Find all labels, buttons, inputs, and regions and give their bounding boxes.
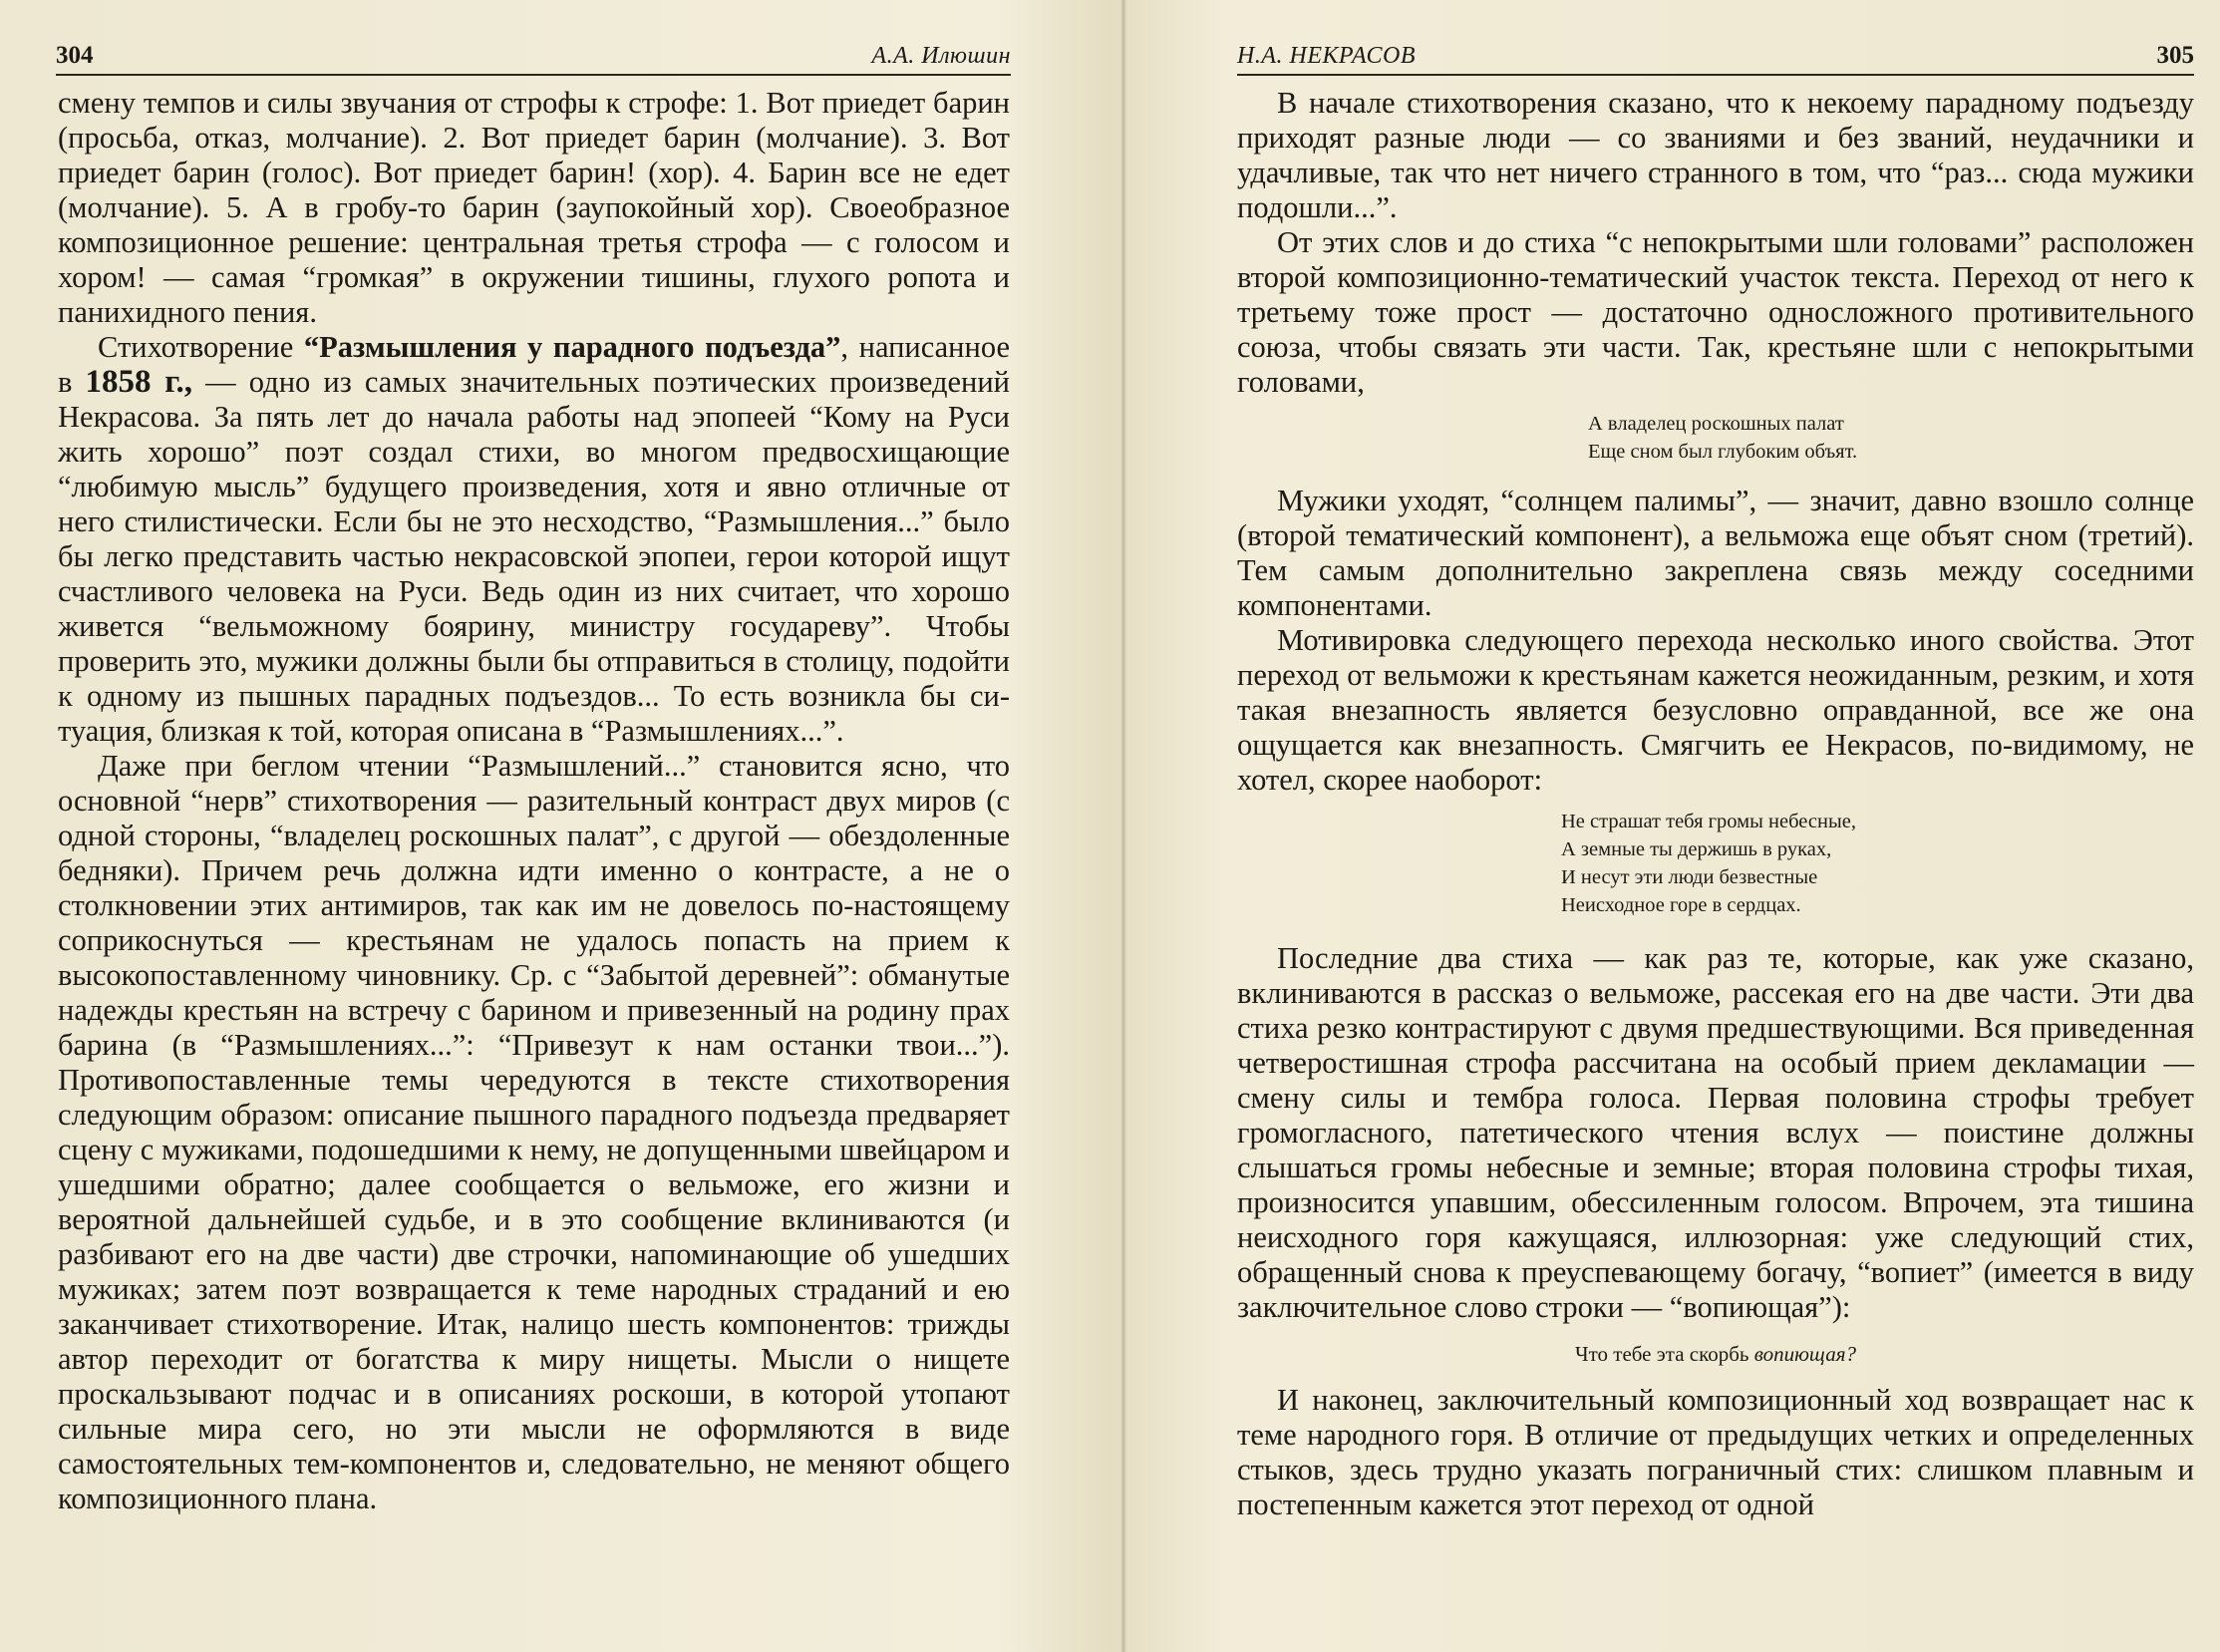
right-page [1129, 0, 2220, 1652]
left-paragraph-3: Даже при беглом чтении “Размышлений...” становится ясно, что основной “нерв” стихотворения — разительный контраст двух миров (с одной стороны, “владелец роскошных палат”, с другой — обездоленные бедняки). Причем речь должна идти именно о контрасте, а не о столкновении этих антимиров, так как им не довелось по-настоящему соприкоснуться — крестьянам не удалось попасть на прием к высокопоставленному чиновнику. Ср. с “Забытой деревней”: обманутые надежды крестьян на встречу с барином и привезенный на родину прах барина (в “Размышлениях...”: “Привезут к нам останки твои...”). Противопоставленные темы чередуются в тексте стихотворения следующим образом: описание пышного парадного подъезда предваряет сцену с мужиками, подошедшими к нему, не допущенными швейцаром и ушедшими обратно; далее сообщается о вельможе, его жизни и вероятной дальнейшей судьбе, и в это сообщение вклиниваются (и разбивают его на две части) две строчки, напоминающие об ушедших мужиках; затем поэт возвращается к теме народных страданий и ею заканчивает стихотворение. Итак, налицо шесть компонентов: трижды автор переходит от богатства к миру нищеты. Мысли о нищете проскальзывают подчас и в описаниях роскоши, в которой утопают сильные мира сего, но эти мысли не оформляются в виде самостоятельных тем-компонентов и, следовательно, не меняют общего композиционного плана. [58, 749, 1010, 1515]
right-paragraph-4: Мотивировка следующего перехода несколько иного свойства. Этот переход от вельможи к крестьянам кажется неожиданным, резким, и хотя такая внезапность является безусловно оправданной, все же она ощущается как внезапность. Смягчить ее Некрасов, по-видимому, не хотел, скорее наоборот: [1237, 623, 2194, 797]
left-paragraph-1: смену темпов и силы звучания от строфы к строфе: 1. Вот приедет барин (просьба, отказ, молчание). 2. Вот приедет барин (молчание). 3. Вот приедет барин (голос). Вот приедет барин! (хор). 4. Барин все не едет (молчание). 5. А в гробу-то барин (заупокойный хор). Своеобразное композиционное решение: центральная третья строфа — с голосом и хором! — самая “громкая” в окружении тишины, глухого ропота и панихидного пения. [58, 86, 1010, 329]
verse-2-line-4: Неисходное горе в сердцах. [1561, 894, 1801, 916]
verse-2-line-2: А земные ты держишь в руках, [1561, 838, 1832, 860]
left-paragraph-2-start: Стихотворение [98, 330, 304, 364]
right-paragraph-1: В начале стихотворения сказано, что к некоему парадному подъезду приходят разные люди — со званиями и без званий, неудачники и удачливые, так что нет ничего странного в том, что “раз... сюда мужики подошли...”. [1237, 86, 2194, 224]
verse-2-line-3: И несут эти люди безвестные [1561, 866, 1818, 888]
right-paragraph-5: Последние два стиха — как раз те, которые, как уже сказано, вклиниваются в рассказ о вельможе, рассекая его на две части. Эти два стиха резко контрастируют с двумя предшествующими. Вся приведенная четверостишная строфа рассчитана на особый прием декламации — смену силы и тембра голоса. Первая половина строфы требует громогласного, патетического чтения вслух — поистине должны слышаться громы небесные и земные; вторая половина строфы тихая, произносится упавшим, обессиленным голосом. Впрочем, эта тишина неисходного горя кажущаяся, иллюзорная: уже следующий стих, обращенный снова к преуспевающему богачу, “вопиет” (имеется в виду заключительное слово строки — “вопиющая”): [1237, 941, 2194, 1324]
left-page-number: 304 [56, 42, 94, 69]
book-gutter [1120, 0, 1126, 1652]
verse-3-plain: Что тебе эта скорбь [1574, 1342, 1754, 1366]
left-paragraph-2-mid: , написанное в [58, 330, 1010, 399]
verse-1-line-2: Еще сном был глубоким объят. [1588, 441, 1858, 463]
verse-3-italic: вопиющая? [1753, 1342, 1857, 1366]
verse-2-line-1: Не страшат тебя громы небесные, [1561, 811, 1856, 832]
year-bold: 1858 г., [85, 364, 193, 400]
left-paragraph-2-rest: — одно из самых значительных поэтических произведений Некрасова. За пять лет до начала работы над эпопеей “Кому на Руси жить хорошо” поэт создал стихи, во многом предвосхищающие “любимую мысль” будущего произведения, хотя и явно отличные от него стилистически. Если бы не это несходство, “Размышления...” было бы легко представить частью некрасовской эпопеи, герои которой ищут счастливого человека на Руси. Ведь один из них считает, что хорошо живется “вельможному боярину, министру государеву”. Чтобы проверить это, мужики должны были бы отправиться в столицу, подойти к одному из пышных парадных подъездов... То есть возникла бы ситуация, близкая к той, которая описана в “Размышлениях...”. [58, 365, 1010, 748]
left-paragraph-2 [58, 330, 1010, 749]
verse-quote-3 [1237, 1339, 2194, 1369]
right-paragraph-6: И наконец, заключительный композиционный ход возвращает нас к теме народного горя. В отличие от предыдущих четких и определенных стыков, здесь трудно указать пограничный стих: слишком плавным и постепенным кажется этот переход от одной [1237, 1383, 2194, 1521]
left-running-head [56, 36, 1011, 76]
left-body-text [58, 86, 1010, 1516]
right-running-title: Н.А. НЕКРАСОВ [1237, 43, 1417, 69]
right-paragraph-3: Мужики уходят, “солнцем палимы”, — значит, давно взошло солнце (второй тематический компонент), а вельможа еще объят сном (третий). Тем самым дополнительно закреплена связь между соседними компонентами. [1237, 484, 2194, 622]
right-running-head [1237, 36, 2194, 76]
right-page-number: 305 [2156, 42, 2194, 69]
verse-quote-2 [1561, 808, 2194, 919]
poem-title-bold: “Размышления у парадного подъезда” [303, 330, 841, 364]
right-body-text [1237, 86, 2194, 1522]
verse-1-line-1: А владелец роскошных палат [1588, 413, 1844, 435]
verse-quote-1 [1588, 410, 2194, 466]
left-running-title: А.А. Илюшин [871, 43, 1011, 69]
right-paragraph-2: От этих слов и до стиха “с непокрытыми шли головами” расположен второй композиционно-тематический участок текста. Переход от него к третьему тоже прост — достаточно односложного противительного союза, чтобы связать эти части. Так, крестьяне шли с непокрытыми головами, [1237, 225, 2194, 399]
